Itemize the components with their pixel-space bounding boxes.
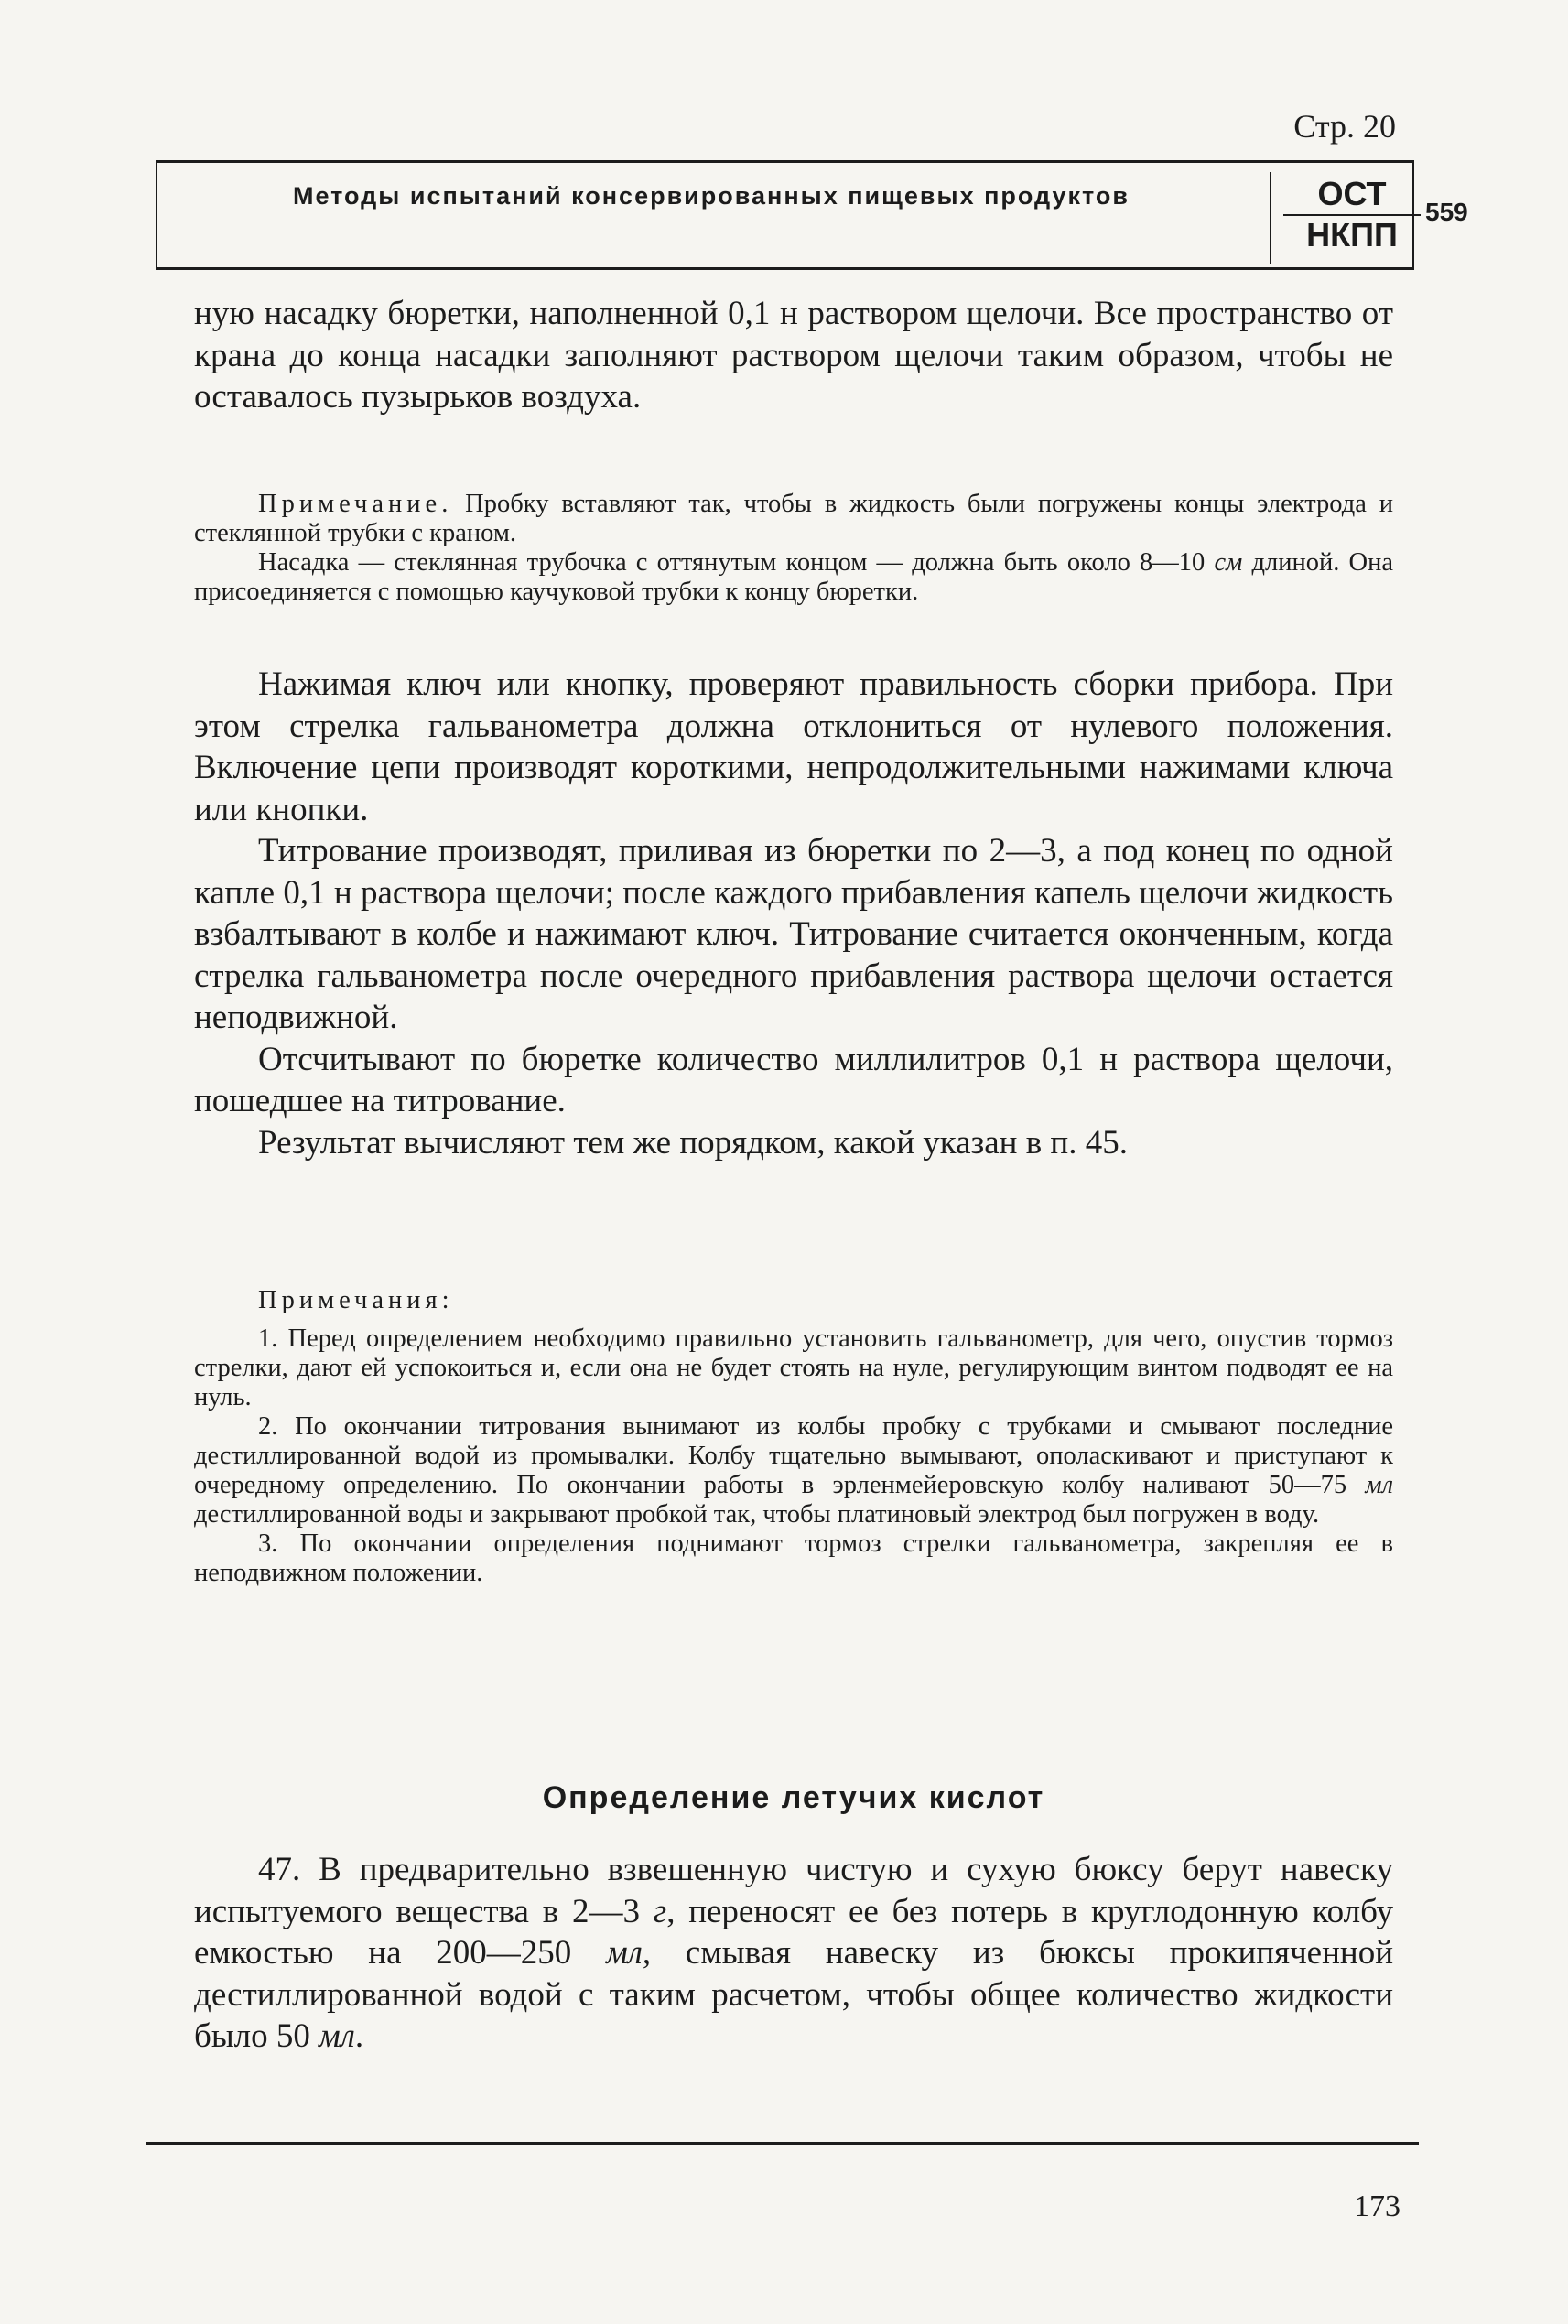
paragraph-47-text <box>194 1849 1393 2058</box>
note-1-secondary <box>194 548 1393 607</box>
standard-code-bottom: НКПП <box>1306 216 1398 254</box>
header-title: Методы испытаний консервированных пищевых продуктов <box>293 182 1130 210</box>
paragraph-47 <box>194 1849 1393 2058</box>
p47-text-d: . <box>354 2017 364 2055</box>
document-header <box>156 160 1468 270</box>
notes-block <box>194 1286 1393 1588</box>
p47-text-a: 47. В предварительно взвешенную чистую и сухую бюксу берут навеску испытуемого вещества в 2—3 <box>194 1851 1393 1930</box>
note-item-2-text: 2. По окончании титрования вынимают из колбы пробку с трубками и смывают последние дестиллированной водой из промывалки. Колбу тщательно вымывают, ополаскивают и приступают к очередному определению. По окончании работы в эрленмейеровскую колбу наливают 50—75 <box>194 1412 1393 1499</box>
note-1-b-text: Насадка — стеклянная трубочка с оттянутым концом — должна быть около 8—10 <box>258 548 1215 577</box>
note-item-2-text-end: дестиллированной воды и закрывают пробкой так, чтобы платиновый электрод был погружен в воду. <box>194 1500 1320 1529</box>
note-1-text: Пробку вставляют так, чтобы в жидкость были погружены концы электрода и стеклянной трубки с краном. <box>194 490 1393 547</box>
standard-number: 559 <box>1425 198 1468 226</box>
page-label: Стр. 20 <box>1293 108 1396 145</box>
section-heading: Определение летучих кислот <box>542 1780 1045 1815</box>
paragraph-5: Результат вычисляют тем же порядком, какой указан в п. 45. <box>258 1123 1128 1162</box>
note-item-1: 1. Перед определением необходимо правильно установить гальванометр, для чего, опустив тормоз стрелки, дают ей успокоиться и, если она не будет стоять на нуле, регулирующим винтом подводят ее на нуль. <box>194 1324 1393 1411</box>
page-number: 173 <box>1354 2189 1400 2223</box>
p47-unit-3: мл <box>319 2017 355 2055</box>
note-1-main <box>194 490 1393 548</box>
p47-unit-1: г <box>653 1892 667 1930</box>
note-item-2 <box>194 1412 1393 1530</box>
standard-code <box>1283 176 1421 254</box>
notes-label: Примечания: <box>258 1286 454 1314</box>
paragraph-4: Отсчитывают по бюретке количество миллилитров 0,1 н раствора щелочи, пошедшее на титрование. <box>194 1040 1393 1119</box>
standard-code-top: ОСТ <box>1283 176 1421 216</box>
bottom-rule <box>146 2142 1419 2145</box>
note-1-b-text-end: длиной. Она присоединяется с помощью каучуковой трубки к концу бюретки. <box>194 548 1394 606</box>
note-1-label: Примечание. <box>258 490 453 518</box>
header-divider <box>1270 172 1271 264</box>
p47-unit-2: мл <box>606 1934 643 1972</box>
note-item-3: 3. По окончании определения поднимают тормоз стрелки гальванометра, закрепляя ее в неподвижном положении. <box>194 1530 1393 1587</box>
p47-text-c: , смывая навеску из бюксы прокипяченной дестиллированной водой с таким расчетом, чтобы общее количество жидкости было 50 <box>194 1934 1393 2055</box>
note-item-2-unit: мл <box>1365 1471 1393 1499</box>
paragraph-1-text: ную насадку бюретки, наполненной 0,1 н раствором щелочи. Все пространство от крана до конца насадки заполняют раствором щелочи таким образом, чтобы не оставалось пузырьков воздуха. <box>194 295 1393 416</box>
note-1 <box>194 490 1393 607</box>
paragraph-3: Титрование производят, приливая из бюретки по 2—3, а под конец по одной капле 0,1 н раствора щелочи; после каждого прибавления капель щелочи жидкость взбалтывают в колбе и нажимают ключ. Титрование считается оконченным, когда стрелка гальванометра после очередного прибавления раствора щелочи остается неподвижной. <box>194 832 1393 1036</box>
paragraph-2: Нажимая ключ или кнопку, проверяют правильность сборки прибора. При этом стрелка гальванометра должна отклониться от нулевого положения. Включение цепи производят короткими, непродолжительными нажимами ключа или кнопки. <box>194 665 1393 828</box>
paragraphs-main <box>194 664 1393 1163</box>
paragraph-1 <box>194 293 1393 418</box>
p47-text-b: , переносят ее без потерь в круглодонную колбу емкостью на 200—250 <box>194 1892 1393 1972</box>
note-1-b-unit: см <box>1214 548 1243 577</box>
